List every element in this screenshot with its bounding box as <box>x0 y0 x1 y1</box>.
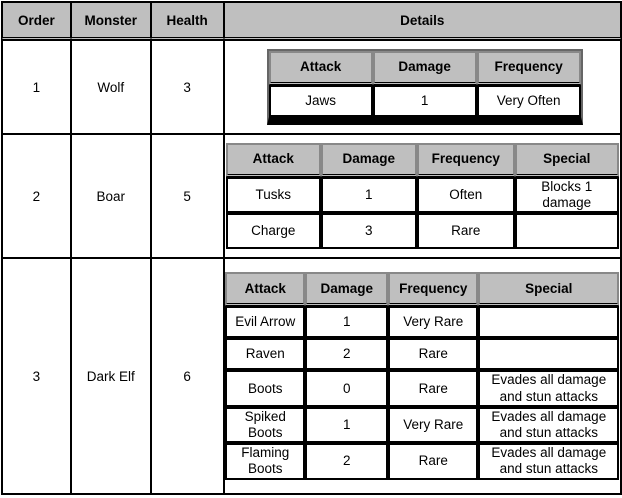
attack-header-frequency: Frequency <box>388 272 478 306</box>
attack-header-attack: Attack <box>225 272 305 306</box>
attack-row <box>225 338 619 370</box>
attack-frequency: Rare <box>388 338 478 370</box>
attack-special <box>515 213 619 249</box>
attack-name: Charge <box>226 213 321 249</box>
attack-special: Evades all damage and stun attacks <box>478 407 619 443</box>
attack-header-special: Special <box>515 143 619 177</box>
attack-name: Tusks <box>226 177 321 213</box>
attack-name: Evil Arrow <box>225 306 305 338</box>
attack-frequency: Often <box>417 177 515 213</box>
attack-header-row <box>269 51 581 85</box>
header-details: Details <box>224 2 621 40</box>
monster-table <box>1 1 622 495</box>
attack-header-row <box>225 272 619 306</box>
attack-special: Evades all damage and stun attacks <box>478 443 619 479</box>
attack-frequency: Very Rare <box>388 306 478 338</box>
attack-special <box>478 306 619 338</box>
attack-frequency: Rare <box>388 370 478 406</box>
monster-name: Boar <box>71 134 151 258</box>
monster-health: 6 <box>151 258 224 494</box>
attack-name: Jaws <box>269 85 373 117</box>
attack-header-damage: Damage <box>321 143 417 177</box>
attack-header-damage: Damage <box>373 51 477 85</box>
header-row <box>2 2 621 40</box>
monster-row-boar <box>2 134 621 258</box>
attack-row <box>225 407 619 443</box>
attack-damage: 1 <box>321 177 417 213</box>
attack-special <box>478 338 619 370</box>
attack-header-special: Special <box>478 272 619 306</box>
header-health: Health <box>151 2 224 40</box>
monster-health: 3 <box>151 40 224 134</box>
attack-table-wolf <box>267 49 583 125</box>
attack-special: Blocks 1 damage <box>515 177 619 213</box>
attack-name: Flaming Boots <box>225 443 305 479</box>
attack-row <box>225 370 619 406</box>
attack-row <box>225 306 619 338</box>
attack-frequency: Very Often <box>477 85 581 117</box>
monster-order: 1 <box>2 40 71 134</box>
monster-row-wolf <box>2 40 621 134</box>
attack-damage: 1 <box>305 407 388 443</box>
attack-damage: 2 <box>305 338 388 370</box>
attack-header-damage: Damage <box>305 272 388 306</box>
monster-details <box>224 134 621 258</box>
attack-header-attack: Attack <box>269 51 373 85</box>
attack-header-frequency: Frequency <box>417 143 515 177</box>
monster-name: Wolf <box>71 40 151 134</box>
attack-header-row <box>226 143 619 177</box>
monster-details <box>224 258 621 494</box>
attack-header-attack: Attack <box>226 143 321 177</box>
attack-name: Raven <box>225 338 305 370</box>
monster-row-dark-elf <box>2 258 621 494</box>
monster-order: 3 <box>2 258 71 494</box>
attack-special: Evades all damage and stun attacks <box>478 370 619 406</box>
attack-frequency: Very Rare <box>388 407 478 443</box>
attack-table-dark-elf <box>225 272 619 479</box>
monster-details <box>224 40 621 134</box>
monster-health: 5 <box>151 134 224 258</box>
attack-row <box>225 443 619 479</box>
attack-row <box>269 85 581 117</box>
attack-frequency: Rare <box>388 443 478 479</box>
attack-table-boar <box>226 143 619 249</box>
attack-name: Spiked Boots <box>225 407 305 443</box>
attack-row <box>226 177 619 213</box>
attack-damage: 0 <box>305 370 388 406</box>
attack-name: Boots <box>225 370 305 406</box>
attack-frequency: Rare <box>417 213 515 249</box>
attack-row <box>226 213 619 249</box>
attack-damage: 3 <box>321 213 417 249</box>
attack-header-frequency: Frequency <box>477 51 581 85</box>
attack-damage: 2 <box>305 443 388 479</box>
header-monster: Monster <box>71 2 151 40</box>
header-order: Order <box>2 2 71 40</box>
attack-damage: 1 <box>305 306 388 338</box>
attack-damage: 1 <box>373 85 477 117</box>
monster-name: Dark Elf <box>71 258 151 494</box>
monster-order: 2 <box>2 134 71 258</box>
